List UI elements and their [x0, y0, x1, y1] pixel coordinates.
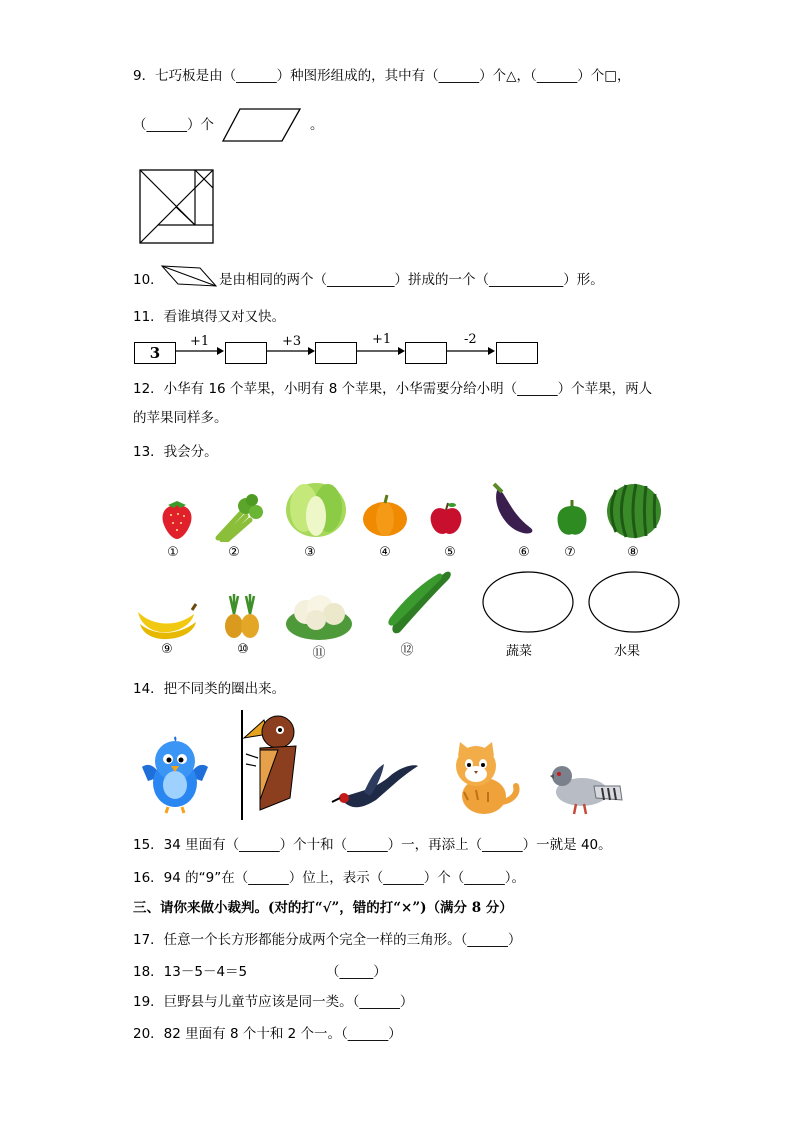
q17-text: 17．任意一个长方形都能分成两个完全一样的三角形。（______） — [133, 932, 522, 948]
q9-line1: 9．七巧板是由（______）种图形组成的，其中有（______）个△，（______）个□， — [133, 68, 631, 84]
item-label-9: ⑨ — [161, 642, 173, 657]
q10-text: 是由相同的两个（__________）拼成的一个（___________）形。 — [219, 272, 604, 288]
number-chain-start-value: 3 — [149, 344, 161, 362]
q19-text: 19．巨野县与儿童节应该是同一类。（______） — [133, 994, 414, 1010]
swallow-icon[interactable] — [330, 762, 420, 812]
answer-box-3[interactable] — [405, 342, 447, 364]
q13-text: 13．我会分。 — [133, 444, 218, 460]
item-label-3: ③ — [304, 545, 316, 560]
chinese-cabbage-icon — [282, 476, 350, 538]
q16-text: 16．94 的“9”在（______）位上，表示（______）个（______）。 — [133, 870, 525, 886]
q18-expr: 18．13－5－4＝5 — [133, 964, 248, 980]
item-label-1: ① — [167, 545, 179, 560]
q9-line2-a: （______）个 — [133, 117, 214, 133]
item-label-11: ⑪ — [312, 646, 326, 661]
apple-icon — [427, 500, 465, 538]
q15-text: 15．34 里面有（______）个十和（______）一，再添上（______）一就是 40。 — [133, 837, 612, 853]
item-label-2: ② — [228, 545, 240, 560]
q12-line1: 12．小华有 16 个苹果，小明有 8 个苹果，小华需要分给小明（______）个苹果，两人 — [133, 381, 653, 397]
eggplant-icon — [490, 482, 536, 536]
q18-blank[interactable]: （_____） — [326, 964, 387, 980]
cat-icon[interactable] — [448, 740, 522, 816]
green-pepper-icon — [554, 500, 590, 538]
watermelon-icon — [604, 482, 664, 540]
answer-box-4[interactable] — [496, 342, 538, 364]
celery-icon — [212, 492, 266, 542]
q12-line2: 的苹果同样多。 — [133, 410, 228, 426]
strawberry-icon — [158, 497, 196, 541]
q20-text: 20．82 里面有 8 个十和 2 个一。（______） — [133, 1026, 402, 1042]
woodpecker-icon[interactable] — [234, 710, 306, 820]
banana-icon — [134, 592, 198, 640]
item-label-12: ⑫ — [400, 643, 414, 658]
item-label-7: ⑦ — [564, 545, 576, 560]
q14-text: 14．把不同类的圈出来。 — [133, 681, 286, 697]
answer-box-1[interactable] — [225, 342, 267, 364]
cucumber-icon — [386, 566, 456, 638]
op-4: -2 — [464, 332, 477, 347]
item-label-4: ④ — [379, 545, 391, 560]
pigeon-icon[interactable] — [544, 760, 624, 816]
item-label-5: ⑤ — [444, 545, 456, 560]
number-chain-start-box — [134, 342, 176, 364]
item-label-8: ⑧ — [627, 545, 639, 560]
item-label-6: ⑥ — [518, 545, 530, 560]
tangram-figure — [139, 169, 215, 245]
pumpkin-icon — [360, 492, 410, 538]
answer-box-2[interactable] — [315, 342, 357, 364]
parallelogram-split-icon — [160, 264, 218, 288]
q9-line2-b: 。 — [310, 117, 324, 133]
fruit-circle[interactable] — [587, 570, 681, 634]
pineapple-icon — [222, 592, 262, 640]
q11-text: 11．看谁填得又对又快。 — [133, 309, 286, 325]
op-1: +1 — [190, 334, 210, 349]
parallelogram-icon — [222, 107, 302, 143]
section3-heading: 三、请你来做小裁判。(对的打“√”，错的打“×”)（满分 8 分） — [133, 900, 513, 916]
q10-number: 10． — [133, 272, 164, 288]
item-label-10: ⑩ — [237, 642, 249, 657]
vegetable-label: 蔬菜 — [506, 644, 533, 659]
op-3: +1 — [372, 332, 392, 347]
cauliflower-icon — [284, 588, 354, 642]
op-2: +3 — [282, 334, 302, 349]
bluebird-icon[interactable] — [138, 735, 212, 815]
vegetable-circle[interactable] — [481, 570, 575, 634]
fruit-label: 水果 — [614, 644, 641, 659]
